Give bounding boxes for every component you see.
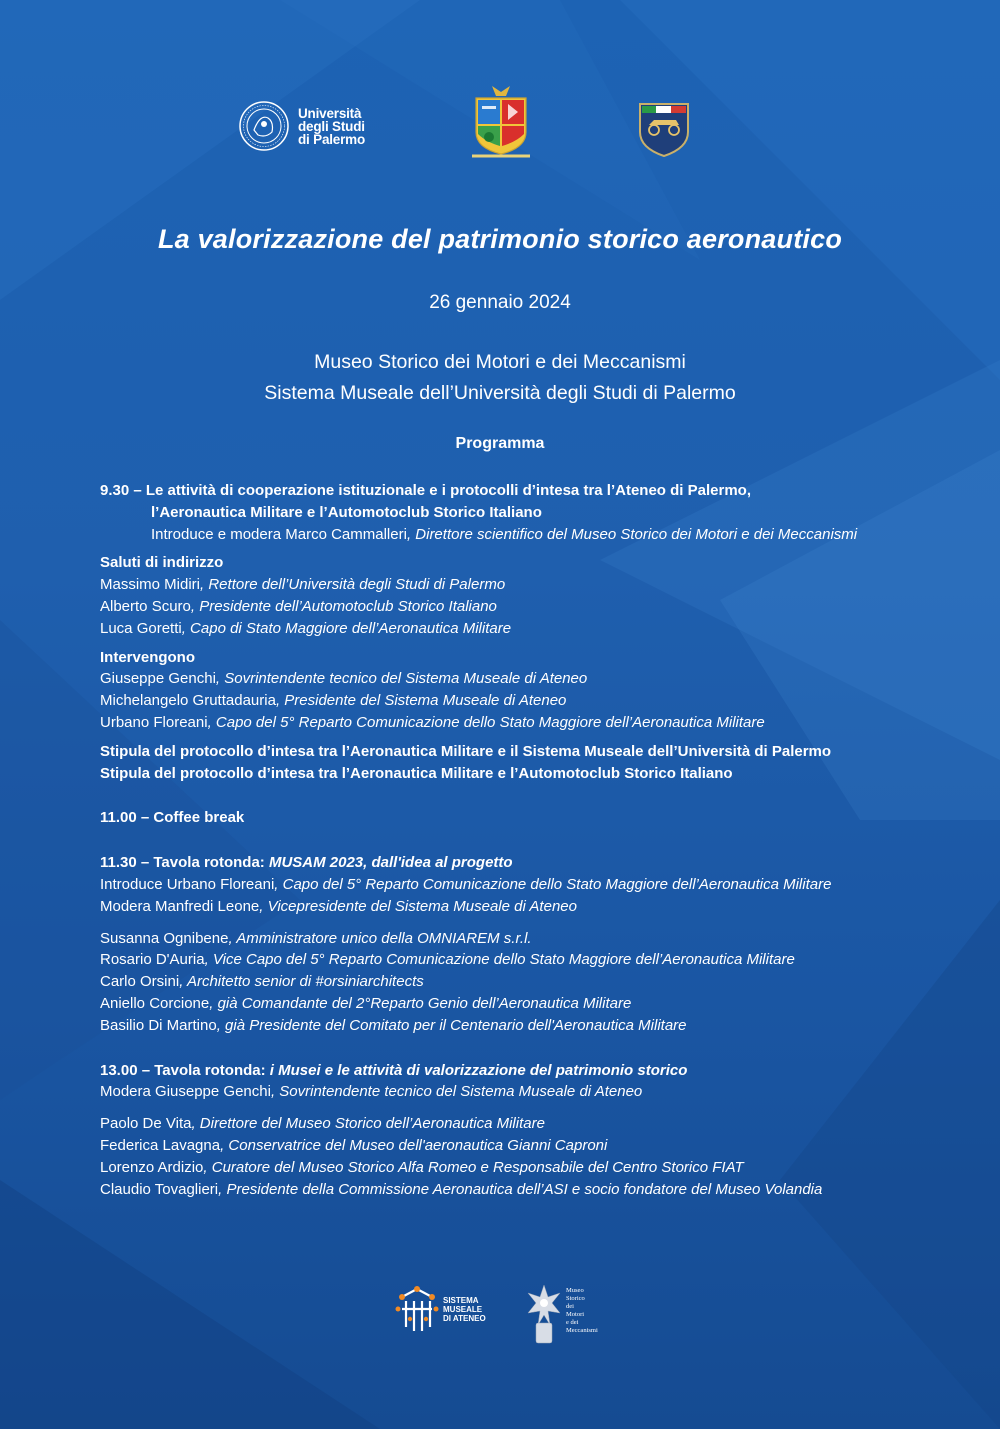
session-0930-title-line-1: 9.30 – Le attività di cooperazione istituzionale e i protocolli d’intesa tra l’Ateneo di Palermo, [100,482,751,499]
speaker-name: Alberto Scuro [100,597,191,615]
program [100,480,920,1200]
speaker [100,574,920,596]
session-1130-introduce [100,874,920,896]
venue-line-sistema: Sistema Museale dell’Università degli Studi di Palermo [264,382,736,404]
speaker-name: Federica Lavagna [100,1136,221,1154]
coffee-break: 11.00 – Coffee break [100,809,245,827]
session-1130-moderator [100,896,920,918]
moderator-title: , Vicepresidente del Sistema Museale di Ateneo [259,897,577,915]
sma-line-2: MUSEALE [443,1304,483,1314]
intro-role: Introduce [100,875,167,893]
unipa-name-line-2: degli Studi [298,118,365,134]
speaker [100,1015,920,1037]
speaker-role: , Architetto senior di #orsiniarchitects [179,973,424,991]
speaker-role: , già Comandante del 2°Reparto Genio dell’Aeronautica Militare [209,994,632,1012]
museo-line-1: Museo [566,1287,584,1294]
session-time-label: 11.30 – Tavola rotonda: [100,854,269,872]
speaker-role: , Sovrintendente tecnico del Sistema Museale di Ateneo [215,670,588,688]
speaker-role: , Curatore del Museo Storico Alfa Romeo e Responsabile del Centro Storico FIAT [203,1158,744,1176]
speaker [100,1157,920,1179]
sistema-museale-icon [394,1283,440,1335]
speaker-role: , Capo del 5° Reparto Comunicazione dello Stato Maggiore dell’Aeronautica Militare [207,713,765,731]
session-0930-title-line-2: l’Aeronautica Militare e l’Automotoclub Storico Italiano [151,503,542,521]
session-1300-title [100,1060,920,1082]
speaker-name: Carlo Orsini [100,973,180,991]
speaker [100,1135,920,1157]
speaker-name: Susanna Ognibene [100,929,229,947]
museo-line-6: Meccanismi [566,1327,598,1334]
speaker-role: , Vice Capo del 5° Reparto Comunicazione dello Stato Maggiore dell’Aeronautica Militare [204,951,795,969]
unipa-name-line-3: di Palermo [298,131,366,147]
moderator-title: , Direttore scientifico del Museo Storico dei Motori e dei Meccanismi [406,525,858,543]
speaker-name: Rosario D'Auria [100,951,205,969]
speaker [100,618,920,640]
asi-logo [636,100,692,163]
speaker-role: , Amministratore unico della OMNIAREM s.r.l. [228,929,532,947]
speaker-name: Giuseppe Genchi [100,670,216,688]
speaker-name: Paolo De Vita [100,1115,192,1133]
speaker-name: Urbano Floreani [100,713,208,731]
speaker-name: Claudio Tovaglieri [100,1180,219,1198]
event-venue [0,347,1000,409]
museo-line-4: Motori [566,1311,585,1318]
speaker-role: , Presidente del Sistema Museale di Ateneo [275,692,567,710]
session-theme: i Musei e le attività di valorizzazione del patrimonio storico [269,1061,688,1079]
speaker-name: Basilio Di Martino [100,1016,217,1034]
speaker-name: Luca Goretti [100,619,182,637]
session-1130-title [100,852,920,874]
moderator-role: Introduce e modera [151,525,286,543]
speaker-role: , già Presidente del Comitato per il Centenario dell'Aeronautica Militare [216,1016,687,1034]
museo-line-3: dei [566,1303,574,1310]
sma-line-1: SISTEMA [443,1295,479,1305]
venue-line-museo: Museo Storico dei Motori e dei Meccanismi [314,351,686,373]
session-time-label: 13.00 – Tavola rotonda: [100,1061,270,1079]
programma-heading: Programma [455,435,545,452]
moderator-name: Marco Cammalleri [285,525,407,543]
saluti-heading: Saluti di indirizzo [100,554,224,572]
unipa-name-line-1: Università [298,105,362,121]
speaker [100,596,920,618]
intro-title: , Capo del 5° Reparto Comunicazione dello Stato Maggiore dell’Aeronautica Militare [274,875,832,893]
speaker [100,928,920,950]
speaker [100,1179,920,1201]
session-1300-moderator [100,1081,920,1103]
sistema-museale-logo [394,1283,486,1335]
speaker [100,1113,920,1135]
museo-motori-logo [526,1283,598,1345]
intervengono-heading: Intervengono [100,648,196,666]
speaker [100,993,920,1015]
session-0930-moderator [100,524,920,546]
speaker-role: , Rettore dell’Università degli Studi di Palermo [200,576,506,594]
stipula-line-2: Stipula del protocollo d’intesa tra l’Aeronautica Militare e l’Automotoclub Storico Italiano [100,764,733,782]
speaker [100,949,920,971]
session-theme: MUSAM 2023, dall'idea al progetto [268,854,513,872]
stipula-line-1: Stipula del protocollo d’intesa tra l’Aeronautica Militare e il Sistema Museale dell’Università di Palermo [100,742,832,760]
speaker-name: Aniello Corcione [100,994,210,1012]
moderator-name: Giuseppe Genchi [155,1083,271,1101]
unipa-seal-icon [238,100,290,152]
aeronautica-militare-crest [470,82,532,167]
speaker [100,971,920,993]
page-title: La valorizzazione del patrimonio storico aeronautico [157,224,843,254]
moderator-name: Manfredi Leone [155,897,260,915]
speaker-role: , Presidente della Commissione Aeronautica dell’ASI e socio fondatore del Museo Volandia [218,1180,823,1198]
speaker-role: , Conservatrice del Museo dell'aeronautica Gianni Caproni [220,1136,608,1154]
moderator-role: Modera [100,1083,156,1101]
museo-line-5: e dei [566,1319,579,1326]
speaker-name: Massimo Midiri [100,576,201,594]
moderator-role: Modera [100,897,156,915]
speaker-role: , Presidente dell’Automotoclub Storico Italiano [190,597,497,615]
intro-name: Urbano Floreani [166,875,275,893]
speaker [100,668,920,690]
museo-line-2: Storico [566,1295,585,1302]
speaker-role: , Direttore del Museo Storico dell’Aeronautica Militare [191,1115,545,1133]
speaker-role: , Capo di Stato Maggiore dell’Aeronautica Militare [181,619,512,637]
unipa-logo [238,100,365,152]
speaker-name: Michelangelo Gruttadauria [100,692,276,710]
asi-shield-icon [636,100,692,158]
event-date: 26 gennaio 2024 [429,292,571,313]
museo-motori-icon [526,1283,562,1345]
speaker [100,712,920,734]
aeronautica-crest-icon [470,82,532,162]
speaker [100,690,920,712]
moderator-title: , Sovrintendente tecnico del Sistema Museale di Ateneo [270,1083,643,1101]
speaker-name: Lorenzo Ardizio [100,1158,204,1176]
sma-line-3: DI ATENEO [443,1313,486,1323]
